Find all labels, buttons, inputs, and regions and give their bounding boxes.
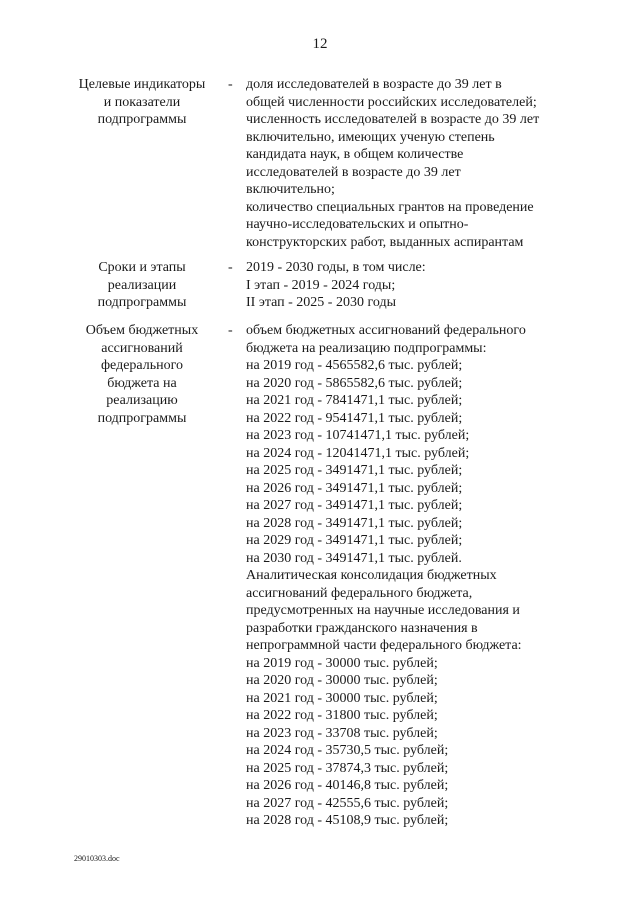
page-number: 12 — [312, 36, 328, 52]
label-line: реализацию — [106, 393, 178, 408]
content-line: доля исследователей в возрасте до 39 лет в — [246, 77, 502, 92]
content-line: на 2025 год - 3491471,1 тыс. рублей; — [246, 463, 463, 478]
content-line: предусмотренных на научные исследования и — [246, 603, 520, 618]
content-line: на 2023 год - 33708 тыс. рублей; — [246, 725, 438, 741]
content-line: на 2020 год - 5865582,6 тыс. рублей; — [246, 375, 463, 391]
content-line: на 2026 год - 40146,8 тыс. рублей; — [246, 778, 449, 793]
content-line: на 2024 год - 12041471,1 тыс. рублей; — [246, 445, 470, 461]
content-line: на 2026 год - 3491471,1 тыс. рублей; — [246, 480, 463, 496]
content-line: на 2028 год - 3491471,1 тыс. рублей; — [246, 515, 463, 531]
label-line: реализации — [107, 277, 177, 293]
content-line: ассигнований федерального бюджета, — [246, 585, 473, 601]
content-line: непрограммной части федерального бюджета: — [246, 638, 522, 653]
content-line: включительно, имеющих ученую степень — [246, 129, 495, 145]
section-content — [246, 76, 586, 251]
section-label — [73, 322, 211, 427]
content-line: на 2027 год - 42555,6 тыс. рублей; — [246, 795, 449, 811]
content-line: на 2021 год - 7841471,1 тыс. рублей; — [246, 393, 463, 408]
content-line: II этап - 2025 - 2030 годы — [246, 295, 396, 310]
content-line: на 2019 год - 30000 тыс. рублей; — [246, 655, 438, 671]
content-line: на 2022 год - 31800 тыс. рублей; — [246, 708, 438, 723]
dash-separator: - — [228, 260, 233, 275]
section-label — [73, 76, 211, 129]
content-line: на 2024 год - 35730,5 тыс. рублей; — [246, 743, 449, 758]
label-line: подпрограммы — [97, 410, 187, 426]
content-line: на 2021 год - 30000 тыс. рублей; — [246, 690, 438, 706]
content-line: на 2028 год - 45108,9 тыс. рублей; — [246, 813, 449, 828]
content-line: Аналитическая консолидация бюджетных — [246, 568, 497, 583]
content-line: кандидата наук, в общем количестве — [246, 147, 464, 162]
label-line: Сроки и этапы — [98, 260, 186, 275]
label-line: подпрограммы — [97, 295, 187, 310]
dash-separator: - — [228, 323, 233, 338]
content-line: на 2030 год - 3491471,1 тыс. рублей. — [246, 550, 462, 566]
label-line: подпрограммы — [97, 112, 187, 127]
dash-separator: - — [228, 77, 233, 92]
section-label — [73, 259, 211, 312]
label-line: федерального — [100, 358, 184, 373]
content-line: исследователей в возрасте до 39 лет — [246, 164, 461, 180]
content-line: на 2029 год - 3491471,1 тыс. рублей; — [246, 533, 463, 548]
content-line: количество специальных грантов на проведение — [246, 199, 534, 215]
content-line: на 2019 год - 4565582,6 тыс. рублей; — [246, 358, 463, 373]
document-filename: 29010303.doc — [74, 854, 120, 863]
section-content — [246, 259, 586, 312]
content-line: разработки гражданского назначения в — [246, 620, 478, 636]
content-line: на 2023 год - 10741471,1 тыс. рублей; — [246, 428, 470, 443]
section-content — [246, 322, 586, 830]
label-line: Целевые индикаторы — [78, 77, 206, 92]
content-line: на 2027 год - 3491471,1 тыс. рублей; — [246, 498, 463, 513]
label-line: бюджета на — [107, 375, 177, 391]
label-line: и показатели — [103, 94, 181, 110]
content-line: 2019 - 2030 годы, в том числе: — [246, 260, 426, 275]
label-line: ассигнований — [101, 340, 183, 356]
content-line: на 2020 год - 30000 тыс. рублей; — [246, 673, 438, 688]
content-line: научно-исследовательских и опытно- — [246, 217, 469, 232]
content-line: конструкторских работ, выданных аспирантам — [246, 234, 524, 250]
content-line: численность исследователей в возрасте до 39 лет — [246, 112, 540, 127]
content-line: включительно; — [246, 182, 335, 197]
content-line: бюджета на реализацию подпрограммы: — [246, 340, 487, 356]
content-line: на 2025 год - 37874,3 тыс. рублей; — [246, 760, 449, 776]
content-line: объем бюджетных ассигнований федерального — [246, 323, 526, 338]
content-line: I этап - 2019 - 2024 годы; — [246, 277, 396, 293]
label-line: Объем бюджетных — [85, 323, 199, 338]
content-line: общей численности российских исследователей; — [246, 94, 537, 110]
content-line: на 2022 год - 9541471,1 тыс. рублей; — [246, 410, 463, 426]
